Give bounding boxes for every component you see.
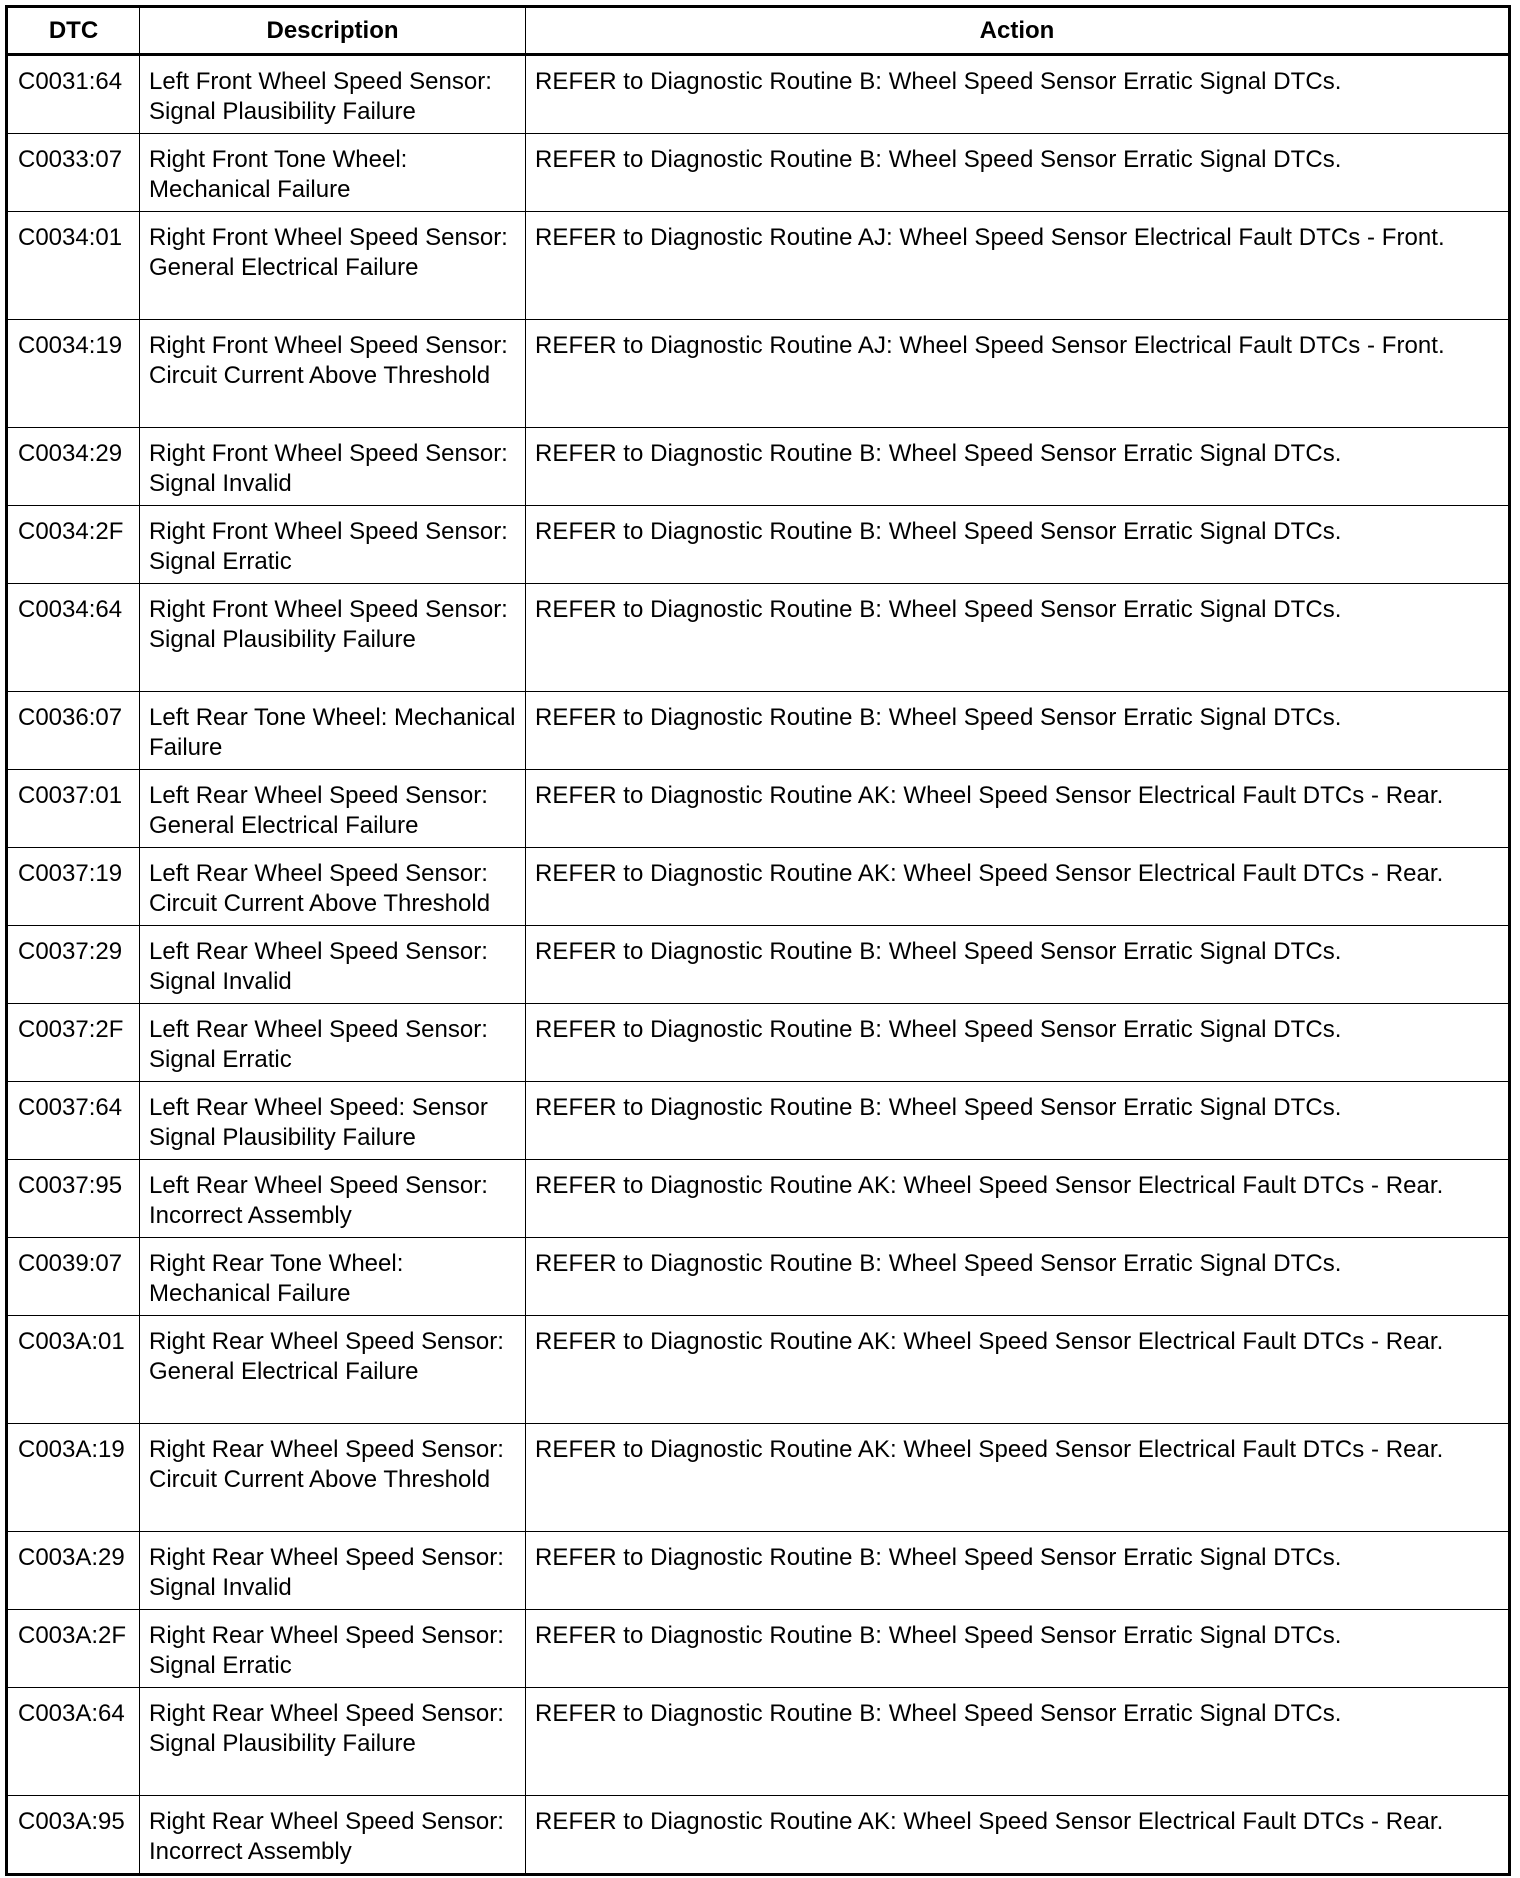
description-cell: Right Rear Wheel Speed Sensor: Signal Plausibility Failure xyxy=(140,1688,526,1796)
description-cell: Right Rear Wheel Speed Sensor: Signal Invalid xyxy=(140,1532,526,1610)
dtc-code-cell: C003A:2F xyxy=(7,1610,140,1688)
description-cell: Left Front Wheel Speed Sensor: Signal Plausibility Failure xyxy=(140,55,526,134)
table-row xyxy=(7,1532,1510,1610)
action-cell: REFER to Diagnostic Routine B: Wheel Speed Sensor Erratic Signal DTCs. xyxy=(526,692,1510,770)
action-cell: REFER to Diagnostic Routine AK: Wheel Speed Sensor Electrical Fault DTCs - Rear. xyxy=(526,770,1510,848)
description-cell: Left Rear Wheel Speed Sensor: Incorrect Assembly xyxy=(140,1160,526,1238)
header-action: Action xyxy=(526,7,1510,55)
description-cell: Right Rear Wheel Speed Sensor: Incorrect Assembly xyxy=(140,1796,526,1875)
table-row xyxy=(7,1082,1510,1160)
dtc-code-cell: C0034:64 xyxy=(7,584,140,692)
description-cell: Left Rear Wheel Speed Sensor: Circuit Current Above Threshold xyxy=(140,848,526,926)
table-header xyxy=(7,7,1510,55)
action-cell: REFER to Diagnostic Routine B: Wheel Speed Sensor Erratic Signal DTCs. xyxy=(526,55,1510,134)
action-cell: REFER to Diagnostic Routine B: Wheel Speed Sensor Erratic Signal DTCs. xyxy=(526,1238,1510,1316)
description-cell: Right Rear Wheel Speed Sensor: Circuit Current Above Threshold xyxy=(140,1424,526,1532)
table-row xyxy=(7,692,1510,770)
dtc-code-cell: C003A:29 xyxy=(7,1532,140,1610)
table-row xyxy=(7,1610,1510,1688)
description-cell: Right Front Wheel Speed Sensor: General Electrical Failure xyxy=(140,212,526,320)
description-cell: Left Rear Wheel Speed Sensor: Signal Invalid xyxy=(140,926,526,1004)
action-cell: REFER to Diagnostic Routine B: Wheel Speed Sensor Erratic Signal DTCs. xyxy=(526,1004,1510,1082)
table-row xyxy=(7,1688,1510,1796)
dtc-code-cell: C0037:64 xyxy=(7,1082,140,1160)
table-row xyxy=(7,428,1510,506)
table-row xyxy=(7,770,1510,848)
action-cell: REFER to Diagnostic Routine B: Wheel Speed Sensor Erratic Signal DTCs. xyxy=(526,1610,1510,1688)
table-row xyxy=(7,1238,1510,1316)
dtc-code-cell: C003A:95 xyxy=(7,1796,140,1875)
description-cell: Right Front Wheel Speed Sensor: Signal Erratic xyxy=(140,506,526,584)
dtc-code-cell: C0034:01 xyxy=(7,212,140,320)
dtc-code-cell: C0039:07 xyxy=(7,1238,140,1316)
description-cell: Right Front Wheel Speed Sensor: Circuit Current Above Threshold xyxy=(140,320,526,428)
description-cell: Right Rear Tone Wheel: Mechanical Failure xyxy=(140,1238,526,1316)
action-cell: REFER to Diagnostic Routine B: Wheel Speed Sensor Erratic Signal DTCs. xyxy=(526,926,1510,1004)
table-body xyxy=(7,55,1510,1875)
action-cell: REFER to Diagnostic Routine B: Wheel Speed Sensor Erratic Signal DTCs. xyxy=(526,428,1510,506)
description-cell: Right Front Wheel Speed Sensor: Signal Plausibility Failure xyxy=(140,584,526,692)
table-row xyxy=(7,926,1510,1004)
table-row xyxy=(7,320,1510,428)
dtc-code-cell: C0037:01 xyxy=(7,770,140,848)
dtc-code-cell: C003A:64 xyxy=(7,1688,140,1796)
header-description: Description xyxy=(140,7,526,55)
action-cell: REFER to Diagnostic Routine B: Wheel Speed Sensor Erratic Signal DTCs. xyxy=(526,1082,1510,1160)
dtc-code-cell: C0033:07 xyxy=(7,134,140,212)
description-cell: Right Front Wheel Speed Sensor: Signal Invalid xyxy=(140,428,526,506)
dtc-code-cell: C0036:07 xyxy=(7,692,140,770)
description-cell: Left Rear Wheel Speed Sensor: Signal Erratic xyxy=(140,1004,526,1082)
dtc-table xyxy=(5,5,1511,1876)
header-dtc: DTC xyxy=(7,7,140,55)
dtc-code-cell: C0034:29 xyxy=(7,428,140,506)
action-cell: REFER to Diagnostic Routine B: Wheel Speed Sensor Erratic Signal DTCs. xyxy=(526,1532,1510,1610)
dtc-code-cell: C0031:64 xyxy=(7,55,140,134)
action-cell: REFER to Diagnostic Routine AJ: Wheel Speed Sensor Electrical Fault DTCs - Front. xyxy=(526,212,1510,320)
table-row xyxy=(7,1004,1510,1082)
description-cell: Left Rear Wheel Speed Sensor: General Electrical Failure xyxy=(140,770,526,848)
action-cell: REFER to Diagnostic Routine AJ: Wheel Speed Sensor Electrical Fault DTCs - Front. xyxy=(526,320,1510,428)
action-cell: REFER to Diagnostic Routine B: Wheel Speed Sensor Erratic Signal DTCs. xyxy=(526,584,1510,692)
description-cell: Right Rear Wheel Speed Sensor: General Electrical Failure xyxy=(140,1316,526,1424)
action-cell: REFER to Diagnostic Routine AK: Wheel Speed Sensor Electrical Fault DTCs - Rear. xyxy=(526,848,1510,926)
description-cell: Left Rear Wheel Speed: Sensor Signal Plausibility Failure xyxy=(140,1082,526,1160)
dtc-code-cell: C003A:19 xyxy=(7,1424,140,1532)
dtc-code-cell: C0037:29 xyxy=(7,926,140,1004)
action-cell: REFER to Diagnostic Routine AK: Wheel Speed Sensor Electrical Fault DTCs - Rear. xyxy=(526,1316,1510,1424)
dtc-code-cell: C0034:19 xyxy=(7,320,140,428)
table-row xyxy=(7,1316,1510,1424)
dtc-code-cell: C0037:95 xyxy=(7,1160,140,1238)
table-row xyxy=(7,1160,1510,1238)
action-cell: REFER to Diagnostic Routine B: Wheel Speed Sensor Erratic Signal DTCs. xyxy=(526,1688,1510,1796)
table-row xyxy=(7,134,1510,212)
header-row xyxy=(7,7,1510,55)
table-row xyxy=(7,55,1510,134)
table-row xyxy=(7,1424,1510,1532)
action-cell: REFER to Diagnostic Routine AK: Wheel Speed Sensor Electrical Fault DTCs - Rear. xyxy=(526,1796,1510,1875)
action-cell: REFER to Diagnostic Routine AK: Wheel Speed Sensor Electrical Fault DTCs - Rear. xyxy=(526,1424,1510,1532)
action-cell: REFER to Diagnostic Routine AK: Wheel Speed Sensor Electrical Fault DTCs - Rear. xyxy=(526,1160,1510,1238)
dtc-code-cell: C0034:2F xyxy=(7,506,140,584)
table-row xyxy=(7,212,1510,320)
description-cell: Right Rear Wheel Speed Sensor: Signal Erratic xyxy=(140,1610,526,1688)
action-cell: REFER to Diagnostic Routine B: Wheel Speed Sensor Erratic Signal DTCs. xyxy=(526,506,1510,584)
dtc-code-cell: C0037:2F xyxy=(7,1004,140,1082)
action-cell: REFER to Diagnostic Routine B: Wheel Speed Sensor Erratic Signal DTCs. xyxy=(526,134,1510,212)
dtc-code-cell: C0037:19 xyxy=(7,848,140,926)
table-row xyxy=(7,584,1510,692)
description-cell: Right Front Tone Wheel: Mechanical Failure xyxy=(140,134,526,212)
table-row xyxy=(7,506,1510,584)
dtc-code-cell: C003A:01 xyxy=(7,1316,140,1424)
description-cell: Left Rear Tone Wheel: Mechanical Failure xyxy=(140,692,526,770)
table-row xyxy=(7,848,1510,926)
table-row xyxy=(7,1796,1510,1875)
